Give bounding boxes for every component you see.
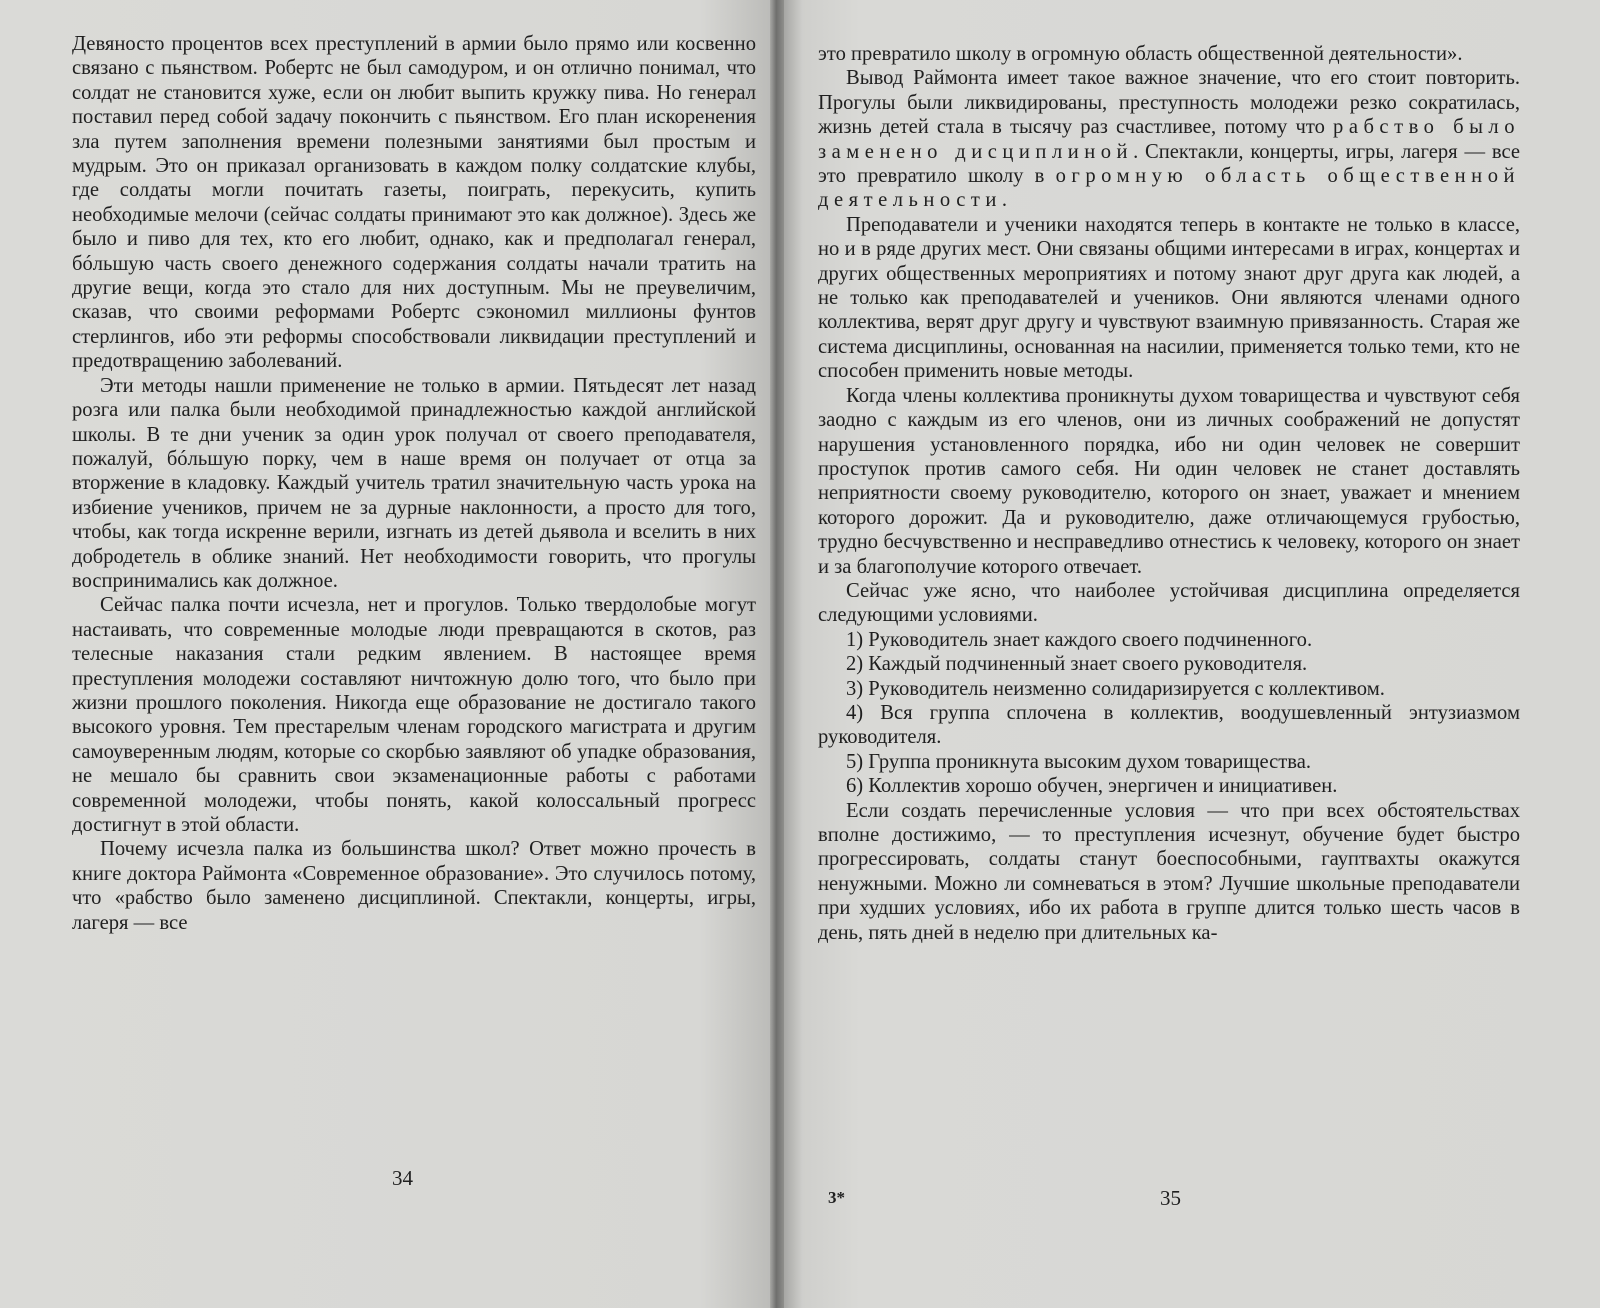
list-item: 3) Руководитель неизменно солидаризируется с коллективом. [846,677,1385,700]
text-run: . [1001,189,1008,212]
list-item: 5) Группа проникнута высоким духом товарищества. [846,750,1311,773]
right-page [778,0,1600,1308]
list-item: 6) Коллектив хорошо обучен, энергичен и инициативен. [846,775,1338,798]
text-run: Вывод Раймонта имеет такое важное значение, что его стоит повторить. Прогулы были ликвидированы, преступность молодежи резко сократилась, жизнь детей стала в тысячу раз счастливее, потому что [818,67,1520,139]
left-page [0,0,778,1308]
spaced-emphasis: огромную область общественной деятельности [818,165,1521,212]
list-item: 2) Каждый подчиненный знает своего руководителя. [846,653,1308,676]
list-item: 4) Вся группа сплочена в коллектив, воодушевленный энтузиазмом руководителя. [818,701,1520,749]
left-page-text [72,32,756,935]
spaced-emphasis: рабство было заменено дисциплиной [818,116,1520,163]
paragraph: это превратило школу в огромную область общественной деятельности». [818,43,1463,65]
page-number: 35 [1160,1186,1181,1210]
signature-mark: 3* [828,1188,845,1207]
book-gutter [770,0,784,1308]
paragraph: Когда члены коллектива проникнуты духом товарищества и чувствуют себя заодно с каждым из его членов, они из личных соображений не допустят нарушения установленного порядка, ибо ни один человек не совершит проступок против самого себя. Ни один человек не станет доставлять неприятности своему руководителю, которого он знает, уважает и мнением которого дорожит. Да и руководителю, даже отличающемуся грубостью, трудно бесчувственно и несправедливо отнестись к человеку, которого он знает и за благополучие которого отвечает. [818,384,1520,578]
paragraph: Если создать перечисленные условия — что при всех обстоятельствах вполне достижимо, — то преступления исчезнут, обучение будет быстро прогрессировать, солдаты станут боеспособными, гауптвахты окажутся ненужными. Можно ли сомневаться в этом? Лучшие школьные преподаватели при худших условиях, ибо их работа в группе длится только шесть часов в день, пять дней в неделю при длительных ка- [818,799,1520,944]
paragraph: Девяносто процентов всех преступлений в армии было прямо или косвенно связано с пьянством. Робертс не был самодуром, и он отлично понимал, что солдат не становится хуже, если он любит выпить кружку пива. Но генерал поставил перед собой задачу покончить с пьянством. Его план искоренения зла путем заполнения времени полезными занятиями был простым и мудрым. Это он приказал организовать в каждом полку солдатские клубы, где солдаты могли почитать газеты, поиграть, перекусить, купить необходимые мелочи (сейчас солдаты принимают это как должное). Здесь же было и пиво для тех, кто его любит, однако, как и предполагал генерал, бóльшую часть своего денежного содержания солдаты начали тратить на другие вещи, когда это стало для них доступным. Мы не преувеличим, сказав, что своими реформами Робертс сэкономил миллионы фунтов стерлингов, ибо эти реформы способствовали ликвидации преступлений и предотвращению заболеваний. [72,33,756,373]
list-item: 1) Руководитель знает каждого своего подчиненного. [846,628,1313,651]
paragraph [818,66,1520,212]
paragraph: Эти методы нашли применение не только в армии. Пятьдесят лет назад розга или палка были необходимой принадлежностью каждой английской школы. В те дни ученик за один урок получал от своего преподавателя, пожалуй, бóльшую порку, чем в наше время он получает от отца за вторжение в кладовку. Каждый учитель тратил значительную часть урока на избиение учеников, причем не за дурные наклонности, а просто для того, чтобы, как тогда искренне верили, изгнать из детей дьявола и вселить в них добродетель в облике знаний. Нет необходимости говорить, что прогулы воспринимались как должное. [72,374,756,592]
paragraph: Преподаватели и ученики находятся теперь в контакте не только в классе, но и в ряде других мест. Они связаны общими интересами в играх, концертах и других общественных мероприятиях и потому знают друг друга как людей, а не только как преподавателей и учеников. Они являются членами одного коллектива, верят друг другу и чувствуют взаимную привязанность. Старая же система дисциплины, основанная на насилии, применяется только теми, кто не способен применить новые методы. [818,213,1520,383]
page-number: 34 [392,1166,413,1190]
text-run: . Спектакли, концерты, игры, лагеря — все это превратило школу в [818,140,1520,188]
paragraph: Сейчас уже ясно, что наиболее устойчивая дисциплина определяется следующими условиями. [818,579,1520,627]
right-page-text [818,42,1520,945]
paragraph: Почему исчезла палка из большинства школ? Ответ можно прочесть в книге доктора Раймонта «Современное образование». Это случилось потому, что «рабство было заменено дисциплиной. Спектакли, концерты, игры, лагеря — все [72,838,756,934]
paragraph: Сейчас палка почти исчезла, нет и прогулов. Только твердолобые могут настаивать, что современные молодые люди превращаются в скотов, раз телесные наказания стали редким явлением. В настоящее время преступления молодежи составляют ничтожную долю того, что было при жизни прошлого поколения. Никогда еще образование не достигало такого высокого уровня. Тем престарелым членам городского магистрата и другим самоуверенным людям, которые со скорбью заявляют об упадке образования, не мешало бы сравнить свои экзаменационные работы с работами современной молодежи, чтобы понять, какой колоссальный прогресс достигнут в этой области. [72,594,756,836]
